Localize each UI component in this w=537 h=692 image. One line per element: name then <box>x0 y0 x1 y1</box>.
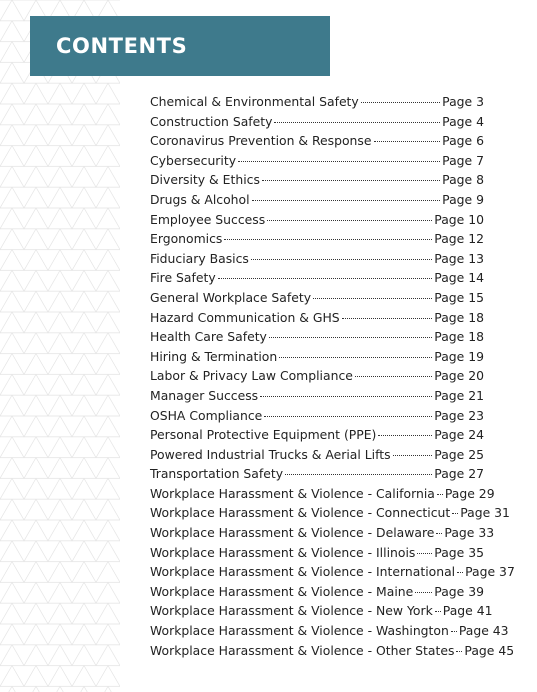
toc-entry[interactable] <box>150 582 484 602</box>
toc-entry[interactable] <box>150 425 484 445</box>
toc-entry-title: Workplace Harassment & Violence - Delaware <box>150 525 435 541</box>
toc-entry-title: Fire Safety <box>150 270 216 286</box>
toc-entry-title: Hiring & Termination <box>150 348 278 364</box>
toc-entry-title: OSHA Compliance <box>150 407 263 423</box>
toc-entry[interactable] <box>150 268 484 288</box>
toc-entry-page: Page 31 <box>460 505 510 521</box>
toc-entry[interactable] <box>150 170 484 190</box>
table-of-contents <box>150 92 515 660</box>
contents-header <box>30 16 330 76</box>
dot-leader <box>262 180 440 181</box>
toc-entry[interactable] <box>150 523 495 543</box>
toc-entry[interactable] <box>150 347 484 367</box>
toc-entry-page: Page 41 <box>442 603 493 619</box>
toc-entry[interactable] <box>150 503 510 523</box>
page-title: CONTENTS <box>56 34 188 58</box>
toc-entry-title: Hazard Communication & GHS <box>150 309 340 325</box>
toc-entry-page: Page 18 <box>434 329 484 345</box>
toc-entry-title: Construction Safety <box>150 113 273 129</box>
dot-leader <box>224 239 432 240</box>
dot-leader <box>437 494 443 495</box>
toc-entry-page: Page 25 <box>434 446 484 462</box>
toc-entry-page: Page 19 <box>434 348 484 364</box>
toc-entry-page: Page 10 <box>434 211 484 227</box>
dot-leader <box>378 435 432 436</box>
toc-entry-title: Coronavirus Prevention & Response <box>150 133 372 149</box>
toc-entry-title: Chemical & Environmental Safety <box>150 94 359 109</box>
dot-leader <box>238 161 440 162</box>
dot-leader <box>260 396 432 397</box>
dot-leader <box>452 513 458 514</box>
dot-leader <box>435 611 441 612</box>
dot-leader <box>361 102 440 103</box>
toc-entry-title: Workplace Harassment & Violence - Illinois <box>150 544 416 560</box>
toc-entry-page: Page 3 <box>442 94 484 109</box>
toc-entry-title: Drugs & Alcohol <box>150 191 250 207</box>
dot-leader <box>252 200 441 201</box>
toc-entry-title: Workplace Harassment & Violence - International <box>150 564 456 580</box>
toc-entry[interactable] <box>150 445 484 465</box>
toc-entry-title: Ergonomics <box>150 231 223 247</box>
dot-leader <box>417 553 432 554</box>
toc-entry[interactable] <box>150 641 515 661</box>
toc-entry-title: Personal Protective Equipment (PPE) <box>150 427 377 443</box>
dot-leader <box>415 592 432 593</box>
toc-entry-page: Page 39 <box>434 583 484 599</box>
dot-leader <box>436 533 442 534</box>
dot-leader <box>457 572 463 573</box>
toc-entry-title: Workplace Harassment & Violence - Maine <box>150 583 414 599</box>
toc-entry-page: Page 23 <box>434 407 484 423</box>
toc-entry[interactable] <box>150 327 484 347</box>
toc-entry-page: Page 15 <box>434 289 484 305</box>
toc-entry[interactable] <box>150 464 484 484</box>
dot-leader <box>274 122 440 123</box>
toc-entry[interactable] <box>150 151 484 171</box>
dot-leader <box>342 318 433 319</box>
toc-entry[interactable] <box>150 484 495 504</box>
toc-entry-page: Page 33 <box>444 525 495 541</box>
dot-leader <box>269 337 432 338</box>
toc-entry-page: Page 35 <box>434 544 484 560</box>
toc-entry[interactable] <box>150 92 484 112</box>
toc-entry-title: Workplace Harassment & Violence - Other States <box>150 642 455 658</box>
toc-entry-page: Page 4 <box>442 113 484 129</box>
toc-entry-page: Page 45 <box>464 642 515 658</box>
toc-entry-title: Employee Success <box>150 211 266 227</box>
background-pattern <box>0 0 120 692</box>
toc-entry[interactable] <box>150 210 484 230</box>
toc-entry-page: Page 13 <box>434 250 484 266</box>
toc-entry-page: Page 27 <box>434 466 484 482</box>
dot-leader <box>279 357 432 358</box>
toc-entry-page: Page 21 <box>434 387 484 403</box>
toc-entry-page: Page 7 <box>442 152 484 168</box>
dot-leader <box>218 278 433 279</box>
toc-entry-page: Page 12 <box>434 231 484 247</box>
toc-entry[interactable] <box>150 621 509 641</box>
toc-entry[interactable] <box>150 112 484 132</box>
toc-entry[interactable] <box>150 386 484 406</box>
toc-entry-title: Workplace Harassment & Violence - Washington <box>150 623 449 639</box>
toc-entry-page: Page 29 <box>444 485 495 501</box>
toc-entry-page: Page 37 <box>465 564 515 580</box>
dot-leader <box>456 651 462 652</box>
toc-entry[interactable] <box>150 406 484 426</box>
toc-entry[interactable] <box>150 190 484 210</box>
toc-entry-page: Page 9 <box>442 191 484 207</box>
toc-entry-title: General Workplace Safety <box>150 289 312 305</box>
toc-entry[interactable] <box>150 288 484 308</box>
toc-entry[interactable] <box>150 562 515 582</box>
dot-leader <box>374 141 441 142</box>
toc-entry-page: Page 43 <box>458 623 509 639</box>
dot-leader <box>355 376 432 377</box>
toc-entry-page: Page 18 <box>434 309 484 325</box>
dot-leader <box>313 298 432 299</box>
toc-entry-title: Workplace Harassment & Violence - Connecticut <box>150 505 451 521</box>
toc-entry[interactable] <box>150 229 484 249</box>
toc-entry-title: Diversity & Ethics <box>150 172 260 188</box>
dot-leader <box>393 455 433 456</box>
toc-entry-title: Fiduciary Basics <box>150 250 249 266</box>
toc-entry[interactable] <box>150 543 484 563</box>
toc-entry-title: Labor & Privacy Law Compliance <box>150 368 353 384</box>
dot-leader <box>451 631 457 632</box>
dot-leader <box>251 259 432 260</box>
toc-entry-page: Page 24 <box>434 427 484 443</box>
toc-entry-page: Page 8 <box>442 172 484 188</box>
toc-entry-title: Workplace Harassment & Violence - New York <box>150 603 433 619</box>
toc-entry[interactable] <box>150 366 484 386</box>
toc-entry-page: Page 20 <box>434 368 484 384</box>
dot-leader <box>285 474 432 475</box>
toc-entry-page: Page 14 <box>434 270 484 286</box>
dot-leader <box>264 416 432 417</box>
toc-entry-title: Workplace Harassment & Violence - California <box>150 485 435 501</box>
toc-entry-title: Powered Industrial Trucks & Aerial Lifts <box>150 446 391 462</box>
toc-entry-title: Cybersecurity <box>150 152 237 168</box>
toc-entry[interactable] <box>150 131 484 151</box>
toc-entry[interactable] <box>150 249 484 269</box>
toc-entry-title: Health Care Safety <box>150 329 267 345</box>
toc-entry[interactable] <box>150 308 484 328</box>
toc-entry-title: Transportation Safety <box>150 466 284 482</box>
toc-entry-page: Page 6 <box>442 133 484 149</box>
toc-entry-title: Manager Success <box>150 387 259 403</box>
toc-entry[interactable] <box>150 601 493 621</box>
dot-leader <box>267 220 432 221</box>
